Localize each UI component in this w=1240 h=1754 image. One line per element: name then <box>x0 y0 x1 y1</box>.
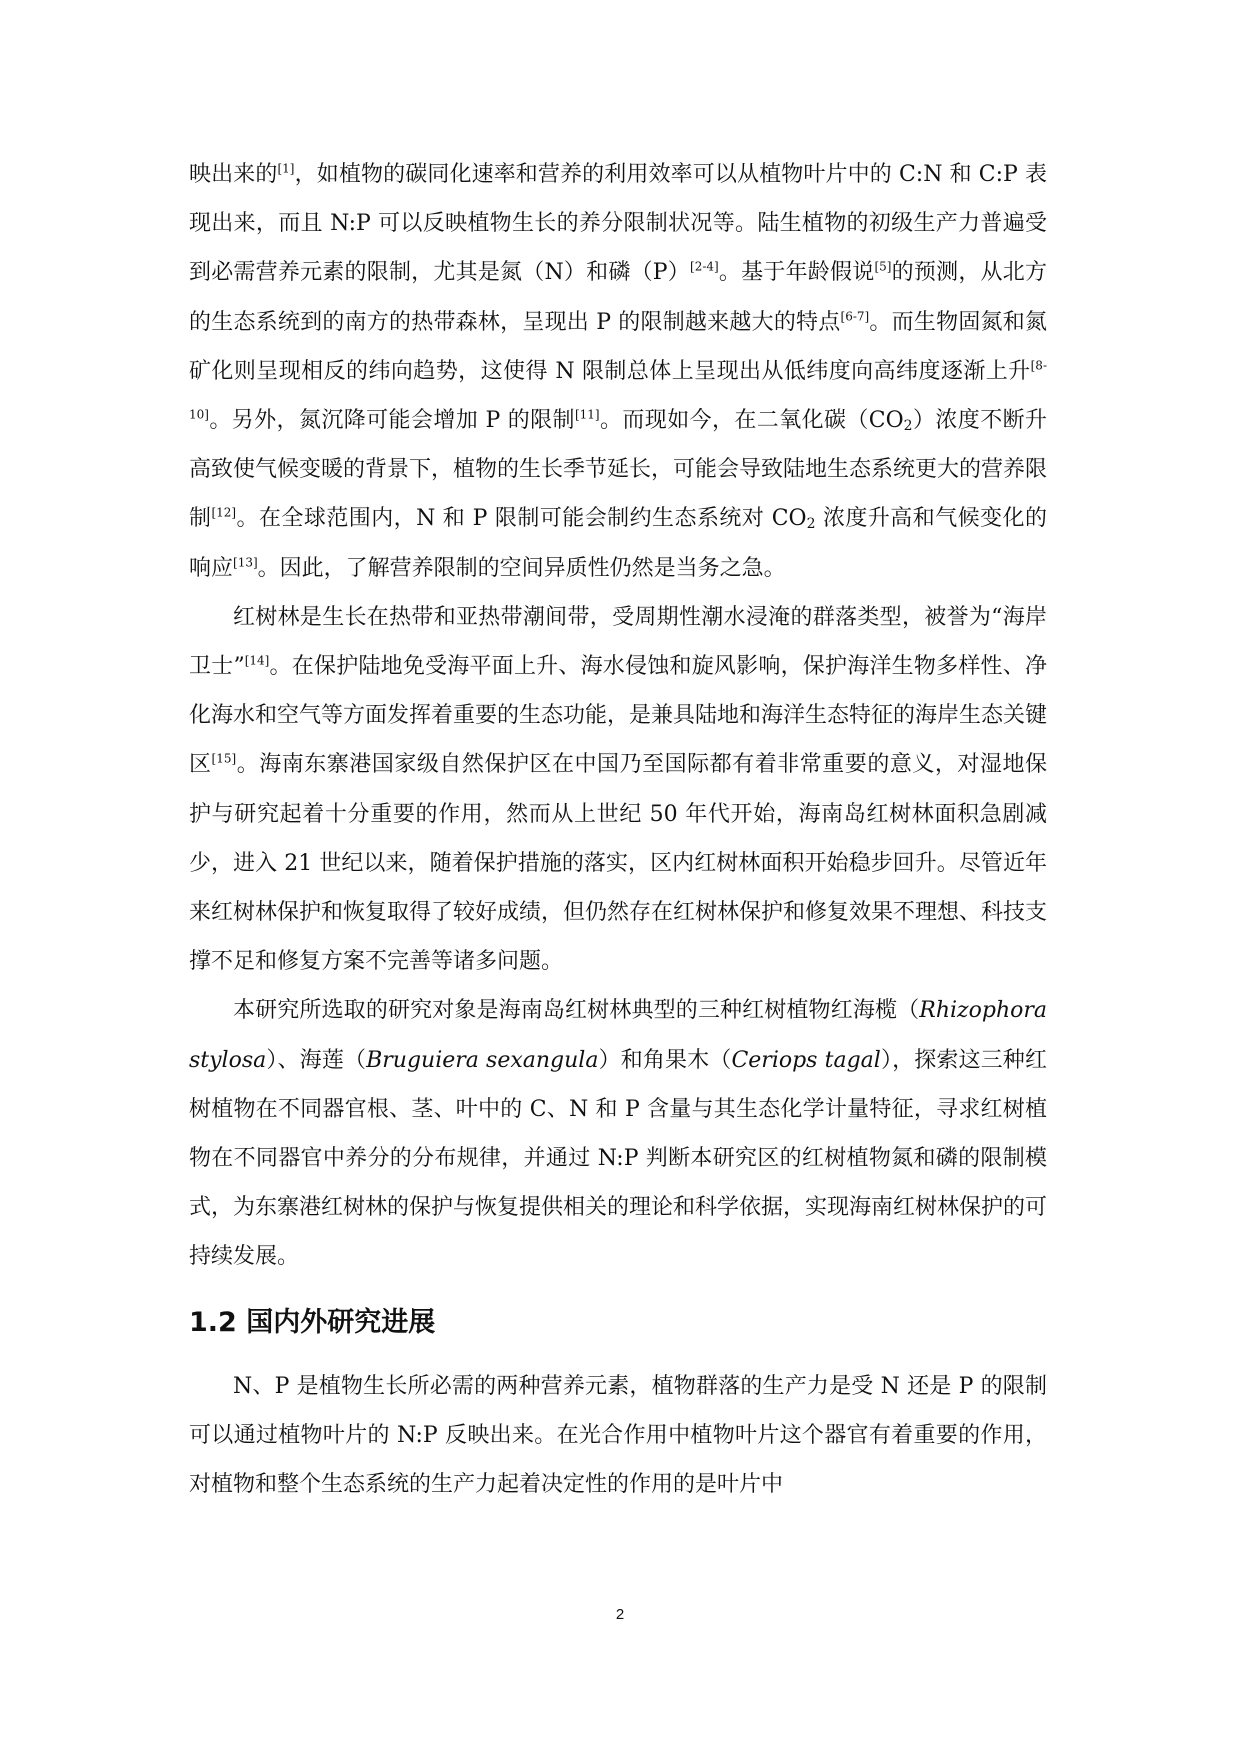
text-run: 。而现如今，在二氧化碳（CO <box>599 408 904 434</box>
paragraph-2 <box>189 593 1047 987</box>
paragraph-1 <box>189 150 1047 593</box>
subscript: 2 <box>806 516 816 533</box>
citation-marker: [1] <box>277 161 295 176</box>
text-run: 。在保护陆地免受海平面上升、海水侵蚀和旋风影响，保护海洋生物多样性、净化海水和空气等方面发挥着重要的生态功能，是兼具陆地和海洋生态特征的海岸生态关键区 <box>189 654 1048 778</box>
species-name: Ceriops tagal <box>731 1047 881 1073</box>
text-run: 的预测，从北方的生态系统到的南方的热带森林，呈现出 P 的限制越来越大的特点 <box>189 260 1047 335</box>
citation-marker: [11] <box>574 407 600 422</box>
text-run: 。而生物固氮和氮矿化则呈现相反的纬向趋势，这使得 N 限制总体上呈现出从低纬度向高纬度逐渐上升 <box>189 309 1047 384</box>
text-run: ）、海莲（ <box>266 1047 367 1073</box>
text-run: 。基于年龄假说 <box>718 260 875 286</box>
citation-marker: [12] <box>211 506 237 521</box>
text-run: 。因此，了解营养限制的空间异质性仍然是当务之急。 <box>257 555 786 581</box>
section-heading: 1.2 国内外研究进展 <box>189 1306 436 1338</box>
citation-marker: [8-10] <box>189 358 1047 422</box>
text-run: 。海南东寨港国家级自然保护区在中国乃至国际都有着非常重要的意义，对湿地保护与研究起着十分重要的作用，然而从上世纪 50 年代开始，海南岛红树林面积急剧减少，进入 21 世纪以来，随着保护措施的落实，区内红树林面积开始稳步回升。尽管近年来红树林保护和恢复取得了较好成绩，但仍然存在红树林保护和修复效果不理想、科技支撑不足和修复方案不完善等诸多问题。 <box>189 752 1048 975</box>
text-run: ），探索这三种红树植物在不同器官根、茎、叶中的 C、N 和 P 含量与其生态化学计量特征，寻求红树植物在不同器官中养分的分布规律，并通过 N:P 判断本研究区的红树植物氮和磷的限制模式，为东寨港红树林的保护与恢复提供相关的理论和科学依据，实现海南红树林保护的可持续发展。 <box>189 1047 1048 1270</box>
species-name: Bruguiera sexangula <box>366 1047 599 1073</box>
text-run: 浓度升高和气候变化的响应 <box>189 506 1047 581</box>
text-run: 本研究所选取的研究对象是海南岛红树林典型的三种红树植物红海榄（ <box>233 998 920 1024</box>
species-name: Rhizophora stylosa <box>189 998 1047 1073</box>
citation-marker: [15] <box>211 752 237 767</box>
text-run: ）和角果木（ <box>598 1047 732 1073</box>
citation-marker: [6-7] <box>840 309 870 324</box>
text-run: 。另外，氮沉降可能会增加 P 的限制 <box>208 408 575 434</box>
body-text <box>189 150 1047 1509</box>
text-run: N、P 是植物生长所必需的两种营养元素，植物群落的生产力是受 N 还是 P 的限制可以通过植物叶片的 N:P 反映出来。在光合作用中植物叶片这个器官有着重要的作用，对植物和整个生态系统的生产力起着决定性的作用的是叶片中 <box>189 1373 1047 1498</box>
citation-marker: [13] <box>233 555 258 570</box>
text-run: ）浓度不断升高致使气候变暖的背景下，植物的生长季节延长，可能会导致陆地生态系统更大的营养限制 <box>189 408 1048 532</box>
subscript: 2 <box>903 418 913 435</box>
citation-marker: [2-4] <box>690 260 719 275</box>
text-run: ，如植物的碳同化速率和营养的利用效率可以从植物叶片中的 C:N 和 C:P 表现出来，而且 N:P 可以反映植物生长的养分限制状况等。陆生植物的初级生产力普遍受到必需营养元素的限制，尤其是氮（N）和磷（P） <box>189 162 1047 286</box>
text-run: 。在全球范围内，N 和 P 限制可能会制约生态系统对 CO <box>236 506 807 532</box>
paragraph-4 <box>189 1362 1047 1510</box>
citation-marker: [14] <box>244 653 270 668</box>
text-run: 映出来的 <box>189 162 278 187</box>
text-run: 红树林是生长在热带和亚热带潮间带，受周期性潮水浸淹的群落类型，被誉为“海岸卫士” <box>189 604 1047 680</box>
paragraph-3 <box>189 986 1047 1281</box>
page-number: 2 <box>615 1606 625 1623</box>
citation-marker: [5] <box>874 260 892 275</box>
